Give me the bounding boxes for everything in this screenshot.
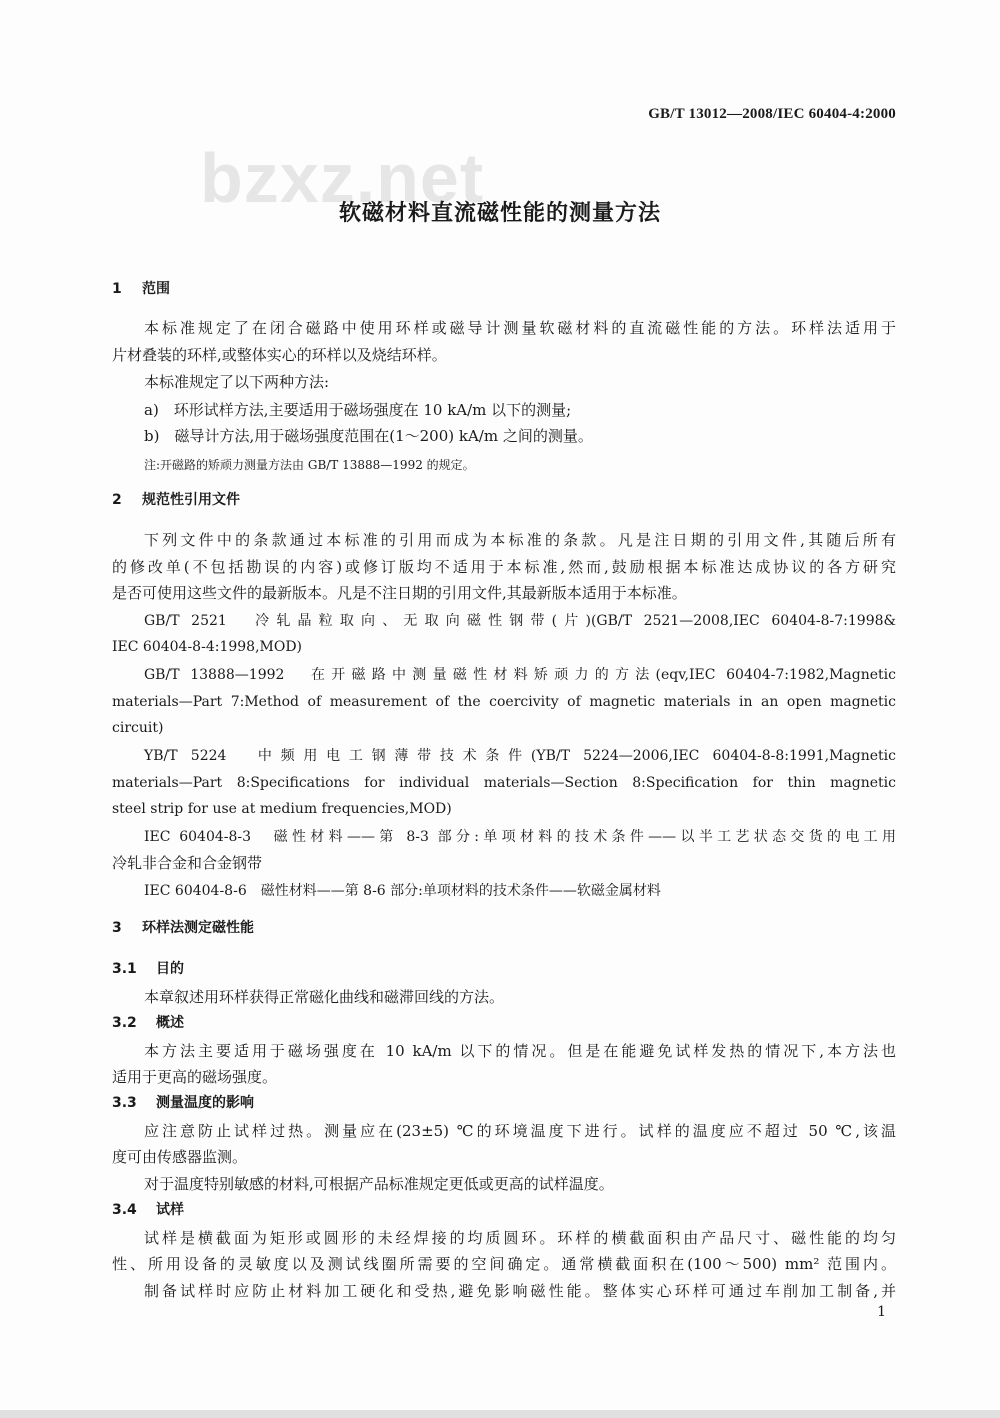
subsection-title: 目的: [156, 961, 184, 977]
reference: IEC 60404-8-3 磁性材料——第 8-3 部分:单项材料的技术条件——以半工艺状态交货的电工用: [144, 829, 896, 845]
document-title: 软磁材料直流磁性能的测量方法: [338, 201, 661, 226]
subsection-3-1-heading: [112, 959, 184, 979]
section-number: 3: [112, 920, 122, 936]
paragraph: 适用于更高的磁场强度。: [112, 1068, 278, 1086]
subsection-3-4-heading: [112, 1200, 184, 1220]
paragraph: 对于温度特别敏感的材料,可根据产品标准规定更低或更高的试样温度。: [144, 1175, 614, 1193]
note: 注:开磁路的矫顽力测量方法由 GB/T 13888—1992 的规定。: [144, 458, 475, 472]
page-bottom-edge: [0, 1410, 1000, 1418]
section-3-heading: [112, 918, 254, 938]
subsection-title: 试样: [156, 1202, 184, 1218]
reference: YB/T 5224 中频用电工钢薄带技术条件(YB/T 5224—2006,IEC 60404-8-8:1991,Magnetic: [144, 748, 896, 764]
reference: materials—Part 7:Method of measurement of the coercivity of magnetic materials in an open magnetic: [112, 694, 896, 710]
reference: steel strip for use at medium frequencies,MOD): [112, 801, 452, 817]
subsection-title: 概述: [156, 1015, 184, 1031]
reference: IEC 60404-8-6 磁性材料——第 8-6 部分:单项材料的技术条件——软磁金属材料: [144, 883, 661, 899]
paragraph: 度可由传感器监测。: [112, 1148, 248, 1166]
section-title: 范围: [142, 281, 170, 297]
section-number: 2: [112, 492, 122, 508]
subsection-3-3-heading: [112, 1093, 254, 1113]
reference: 冷轧非合金和合金钢带: [112, 854, 263, 872]
list-item: a) 环形试样方法,主要适用于磁场强度在 10 kA/m 以下的测量;: [144, 401, 572, 419]
paragraph: 下列文件中的条款通过本标准的引用而成为本标准的条款。凡是注日期的引用文件,其随后所有: [144, 531, 896, 549]
paragraph: 本标准规定了在闭合磁路中使用环样或磁导计测量软磁材料的直流磁性能的方法。环样法适用于: [144, 319, 896, 337]
paragraph: 本章叙述用环样获得正常磁化曲线和磁滞回线的方法。: [144, 988, 505, 1006]
subsection-number: 3.4: [112, 1202, 137, 1218]
subsection-number: 3.3: [112, 1095, 137, 1111]
paragraph: 本方法主要适用于磁场强度在 10 kA/m 以下的情况。但是在能避免试样发热的情况下,本方法也: [144, 1042, 896, 1060]
watermark: bzxz.net: [200, 139, 485, 217]
subsection-title: 测量温度的影响: [156, 1095, 254, 1111]
paragraph: 试样是横截面为矩形或圆形的未经焊接的均质圆环。环样的横截面积由产品尺寸、磁性能的均匀: [144, 1229, 896, 1247]
paragraph: 的修改单(不包括勘误的内容)或修订版均不适用于本标准,然而,鼓励根据本标准达成协议的各方研究: [112, 558, 896, 576]
paragraph: 本标准规定了以下两种方法:: [144, 373, 330, 391]
section-2-heading: [112, 490, 240, 510]
section-1-heading: [112, 279, 170, 299]
standard-code: GB/T 13012—2008/IEC 60404-4:2000: [648, 106, 896, 122]
section-title: 规范性引用文件: [142, 492, 240, 508]
subsection-3-2-heading: [112, 1013, 184, 1033]
paragraph: 片材叠装的环样,或整体实心的环样以及烧结环样。: [112, 346, 447, 364]
reference: IEC 60404-8-4:1998,MOD): [112, 639, 303, 655]
page-number: 1: [877, 1304, 886, 1320]
paragraph: 应注意防止试样过热。测量应在(23±5) ℃的环境温度下进行。试样的温度应不超过 50 ℃,该温: [144, 1122, 896, 1140]
reference: circuit): [112, 720, 164, 736]
subsection-number: 3.2: [112, 1015, 137, 1031]
paragraph: 性、所用设备的灵敏度以及测试线圈所需要的空间确定。通常横截面积在(100～500) mm² 范围内。: [112, 1255, 896, 1273]
section-title: 环样法测定磁性能: [142, 920, 254, 936]
reference: GB/T 13888—1992 在开磁路中测量磁性材料矫顽力的方法(eqv,IEC 60404-7:1982,Magnetic: [144, 667, 896, 683]
subsection-number: 3.1: [112, 961, 137, 977]
reference: GB/T 2521 冷轧晶粒取向、无取向磁性钢带(片)(GB/T 2521—2008,IEC 60404-8-7:1998&: [144, 613, 896, 629]
section-number: 1: [112, 281, 122, 297]
reference: materials—Part 8:Specifications for individual materials—Section 8:Specification for thin magnetic: [112, 775, 896, 791]
paragraph: 制备试样时应防止材料加工硬化和受热,避免影响磁性能。整体实心环样可通过车削加工制备,并: [144, 1282, 896, 1300]
paragraph: 是否可使用这些文件的最新版本。凡是不注日期的引用文件,其最新版本适用于本标准。: [112, 584, 687, 602]
list-item: b) 磁导计方法,用于磁场强度范围在(1～200) kA/m 之间的测量。: [144, 427, 593, 445]
